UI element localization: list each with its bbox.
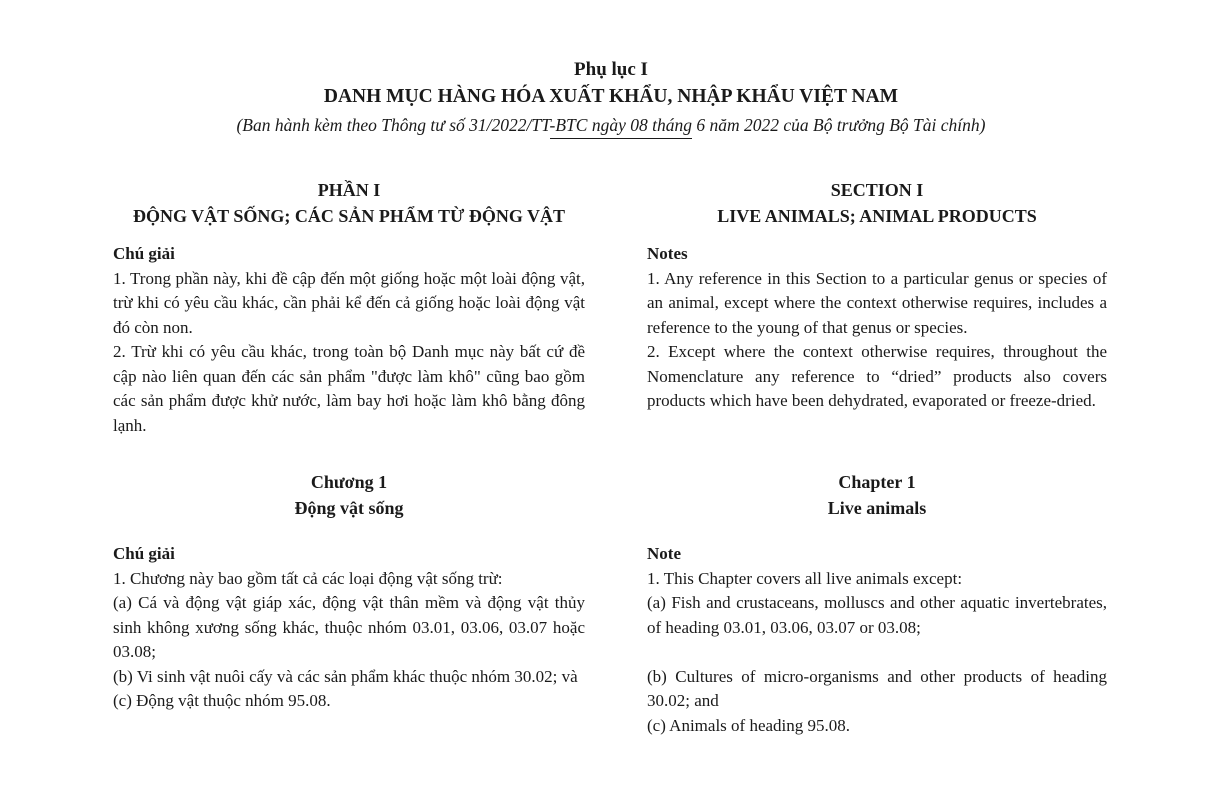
chapter-item-a-vi: (a) Cá và động vật giáp xác, động vật thân mềm và động vật thủy sinh không xương sống khác, thuộc nhóm 03.01, 03.06, 03.07 hoặc 03.08; xyxy=(113,593,585,661)
section-number-vi: PHẦN I xyxy=(317,180,381,200)
section-title-en: LIVE ANIMALS; ANIMAL PRODUCTS xyxy=(717,206,1037,226)
document-title: DANH MỤC HÀNG HÓA XUẤT KHẨU, NHẬP KHẨU VIỆT NAM xyxy=(323,86,899,107)
chapter-notes-label-en: Note xyxy=(647,544,681,563)
section-heading-vi xyxy=(113,177,585,229)
section-note-2-vi: 2. Trừ khi có yêu cầu khác, trong toàn bộ Danh mục này bất cứ đề cập nào liên quan đến các sản phẩm "được làm khô" cũng bao gồm các sản phẩm được khử nước, làm bay hơi hoặc làm khô bằng đông lạnh. xyxy=(113,342,585,435)
document-header xyxy=(0,56,1222,140)
chapter-notes-vi xyxy=(113,542,585,714)
chapter-number-en: Chapter 1 xyxy=(838,472,916,492)
two-column-body xyxy=(0,177,1222,738)
section-notes-en xyxy=(647,242,1107,414)
section-notes-label-en: Notes xyxy=(647,244,688,263)
chapter-item-b-en: (b) Cultures of micro-organisms and other products of heading 30.02; and xyxy=(647,666,1107,710)
appendix-title: Phụ lục I xyxy=(574,59,648,80)
chapter-heading-en xyxy=(647,469,1107,521)
section-note-2-en: 2. Except where the context otherwise requires, throughout the Nomenclature any reference to “dried” products also covers products which have been dehydrated, evaporated or freeze-dried. xyxy=(647,342,1107,410)
section-notes-vi xyxy=(113,242,585,438)
section-notes-label-vi: Chú giải xyxy=(113,244,175,263)
chapter-item-a-en: (a) Fish and crustaceans, molluscs and other aquatic invertebrates, of heading 03.01, 03.06, 03.07 or 03.08; xyxy=(647,593,1107,637)
chapter-intro-en: 1. This Chapter covers all live animals except: xyxy=(647,568,963,588)
chapter-heading-vi xyxy=(113,469,585,521)
section-heading-en xyxy=(647,177,1107,229)
section-note-1-vi: 1. Trong phần này, khi đề cập đến một giống hoặc một loài động vật, trừ khi có yêu cầu khác, cần phải kể đến cả giống hoặc loài động vật đó còn non. xyxy=(113,268,585,337)
chapter-notes-label-vi: Chú giải xyxy=(113,544,175,563)
section-title-vi: ĐỘNG VẬT SỐNG; CÁC SẢN PHẨM TỪ ĐỘNG VẬT xyxy=(132,206,566,226)
chapter-item-c-vi: (c) Động vật thuộc nhóm 95.08. xyxy=(113,691,331,710)
issuance-text-underlined: -BTC ngày 08 tháng xyxy=(550,115,692,139)
chapter-item-c-en: (c) Animals of heading 95.08. xyxy=(647,715,851,735)
chapter-title-en: Live animals xyxy=(827,498,927,518)
issuance-text-before: (Ban hành kèm theo Thông tư số 31/2022/TT xyxy=(236,115,550,135)
section-number-en: SECTION I xyxy=(830,180,924,200)
chapter-title-vi: Động vật sống xyxy=(294,498,404,518)
issuance-note xyxy=(0,111,1222,140)
chapter-number-vi: Chương 1 xyxy=(310,472,388,492)
chapter-item-b-vi: (b) Vi sinh vật nuôi cấy và các sản phẩm khác thuộc nhóm 30.02; và xyxy=(113,666,578,686)
chapter-intro-vi: 1. Chương này bao gồm tất cả các loại động vật sống trừ: xyxy=(113,568,503,588)
section-note-1-en: 1. Any reference in this Section to a particular genus or species of an animal, except where the context otherwise requires, includes a reference to the young of that genus or species. xyxy=(647,268,1107,337)
chapter-notes-en xyxy=(647,542,1107,738)
issuance-text-after: 6 năm 2022 của Bộ trưởng Bộ Tài chính) xyxy=(691,115,986,135)
